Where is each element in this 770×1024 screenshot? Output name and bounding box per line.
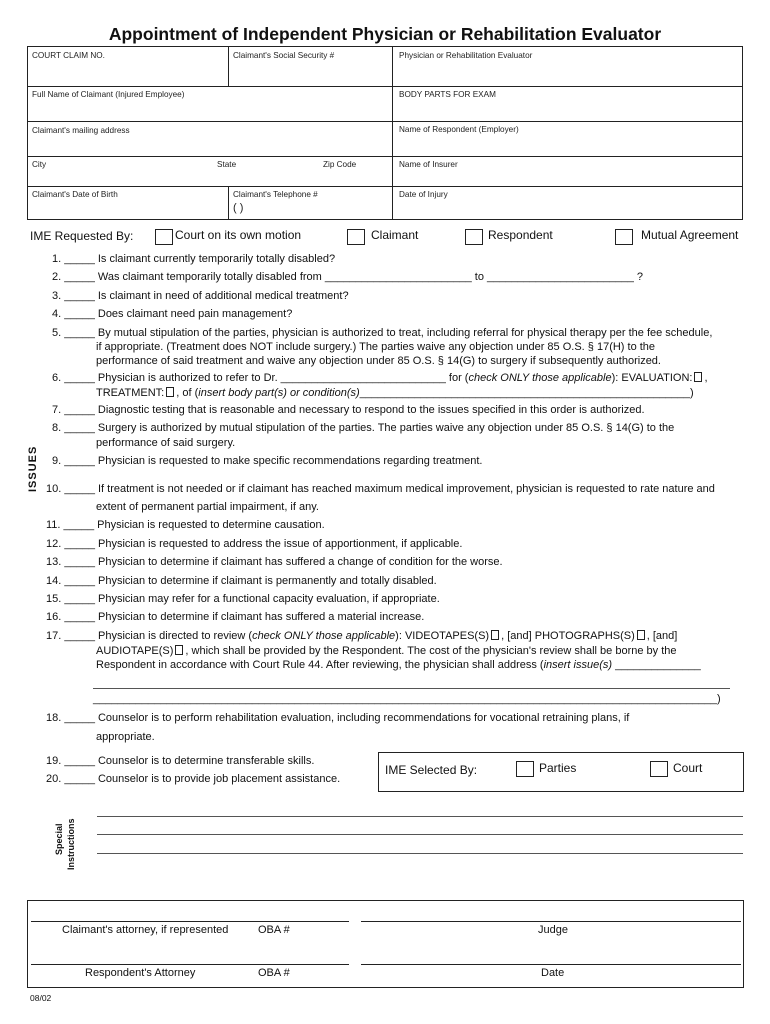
claimant-option-label: Claimant (371, 228, 419, 242)
signature-box (27, 900, 744, 988)
phone-field[interactable] (228, 186, 393, 220)
date-line[interactable] (361, 964, 741, 965)
court-claim-field[interactable] (27, 46, 229, 87)
claimant-attorney-label: Claimant's attorney, if represented (62, 924, 229, 936)
mailing-address-field[interactable] (27, 121, 393, 157)
judge-line[interactable] (361, 921, 741, 922)
claimant-checkbox[interactable] (347, 229, 365, 245)
issue-10-line-2: extent of permanent partial impairment, if any. (96, 501, 319, 513)
form-code: 08/02 (30, 993, 52, 1003)
issue-17-blank-line[interactable] (93, 688, 730, 689)
issue-12: 12. _____ Physician is requested to address the issue of apportionment, if applicable. (46, 538, 463, 550)
issue-3: 3. _____ Is claimant in need of additional medical treatment? (52, 290, 349, 302)
issue-15: 15. _____ Physician may refer for a functional capacity evaluation, if appropriate. (46, 593, 440, 605)
issue-7: 7. _____ Diagnostic testing that is reasonable and necessary to respond to the issues specified in this order is authorized. (52, 404, 645, 416)
issue-6-line-1: 6. _____ Physician is authorized to refer to Dr. ___________________________ for (check ONLY those applicable): EVALUATION: , (52, 372, 708, 384)
issue-2: 2. _____ Was claimant temporarily totally disabled from ________________________ to ________________________ ? (52, 271, 643, 283)
parties-checkbox[interactable] (516, 761, 534, 777)
parties-label: Parties (539, 761, 577, 775)
issue-17-line-2: AUDIOTAPE(S) , which shall be provided by the Respondent. The cost of the physician's review shall be borne by the (96, 645, 677, 657)
court-label: Court (673, 761, 703, 775)
instructions-label: Instructions (66, 818, 76, 870)
issue-5-line-1: 5. _____ By mutual stipulation of the parties, physician is authorized to treat, including referral for physical therapy per the fee schedule, (52, 327, 713, 339)
page-title: Appointment of Independent Physician or Rehabilitation Evaluator (108, 24, 662, 44)
issue-18-line-1: 18. _____ Counselor is to perform rehabilitation evaluation, including recommendations for vocational retraining plans, if (46, 712, 630, 724)
ime-requested-label: IME Requested By: (30, 229, 134, 243)
insurer-field[interactable] (392, 156, 743, 187)
phone-label: Claimant's Telephone # (233, 190, 318, 199)
issue-5-line-3: performance of said treatment and waive any objection under 85 O.S. § 14(G) to surgery if subsequently authorized. (96, 355, 661, 367)
claimant-attorney-line[interactable] (31, 921, 349, 922)
body-parts-label: BODY PARTS FOR EXAM (399, 90, 496, 99)
videotapes-checkbox[interactable] (491, 630, 499, 640)
ime-selected-label: IME Selected By: (385, 763, 478, 777)
special-instructions-line-3[interactable] (97, 853, 743, 854)
injury-date-field[interactable] (392, 186, 743, 220)
respondent-attorney-line[interactable] (31, 964, 349, 965)
phone-parens: ( ) (233, 202, 244, 214)
ssn-field[interactable] (228, 46, 393, 87)
court-claim-label: COURT CLAIM NO. (32, 51, 105, 60)
claimant-name-label: Full Name of Claimant (Injured Employee) (32, 90, 185, 99)
issue-17-line-3: Respondent in accordance with Court Rule 44. After reviewing, the physician shall address (insert issue(s) ______________ (96, 659, 701, 671)
issue-11: 11. _____ Physician is requested to determine causation. (46, 519, 325, 531)
issue-13: 13. _____ Physician to determine if claimant has suffered a change of condition for the worse. (46, 556, 503, 568)
issue-10-line-1: 10. _____ If treatment is not needed or if claimant has reached maximum medical improvement, physician is requested to rate nature and (46, 483, 715, 495)
issue-6-line-2: TREATMENT: , of (insert body part(s) or condition(s)______________________________________________________) (96, 387, 694, 399)
physician-field[interactable] (392, 46, 743, 87)
injury-date-label: Date of Injury (399, 190, 448, 199)
issue-4: 4. _____ Does claimant need pain management? (52, 308, 293, 320)
issue-18-line-2: appropriate. (96, 731, 155, 743)
city-label: City (32, 160, 47, 169)
court-checkbox[interactable] (650, 761, 668, 777)
issue-19: 19. _____ Counselor is to determine transferable skills. (46, 755, 315, 767)
ime-selected-box (378, 752, 744, 792)
court-own-motion-checkbox[interactable] (155, 229, 173, 245)
oba-label-1: OBA # (258, 924, 290, 936)
evaluation-checkbox[interactable] (694, 372, 702, 382)
respondent-attorney-label: Respondent's Attorney (85, 967, 196, 979)
issue-8-line-2: performance of said surgery. (96, 437, 236, 449)
issues-side-label: ISSUES (27, 445, 39, 492)
mutual-agreement-label: Mutual Agreement (641, 228, 739, 242)
issue-8-line-1: 8. _____ Surgery is authorized by mutual stipulation of the parties. The parties waive any objection under 85 O.S. § 14(G) to the (52, 422, 675, 434)
date-label: Date (541, 967, 565, 979)
respondent-field[interactable] (392, 121, 743, 157)
audiotapes-checkbox[interactable] (175, 645, 183, 655)
issue-1: 1. _____ Is claimant currently temporarily totally disabled? (52, 253, 336, 265)
photographs-checkbox[interactable] (637, 630, 645, 640)
respondent-option-label: Respondent (488, 228, 553, 242)
respondent-checkbox[interactable] (465, 229, 483, 245)
issue-16: 16. _____ Physician to determine if claimant has suffered a material increase. (46, 611, 425, 623)
issue-20: 20. _____ Counselor is to provide job placement assistance. (46, 773, 341, 785)
dob-field[interactable] (27, 186, 229, 220)
zip-label: Zip Code (323, 160, 357, 169)
judge-label: Judge (538, 924, 568, 936)
special-instructions-line-1[interactable] (97, 816, 743, 817)
issue-14: 14. _____ Physician to determine if claimant is permanently and totally disabled. (46, 575, 437, 587)
ssn-label: Claimant's Social Security # (233, 51, 335, 60)
issue-17-line-4: ______________________________________________________________________________________________________) (93, 693, 721, 705)
mailing-address-label: Claimant's mailing address (32, 126, 130, 135)
issue-17-line-1: 17. _____ Physician is directed to review (check ONLY those applicable): VIDEOTAPES(S) , [and] PHOTOGRAPHS(S) , [and] (46, 630, 678, 642)
court-own-motion-label: Court on its own motion (175, 228, 302, 242)
special-label: Special (54, 823, 64, 855)
insurer-label: Name of Insurer (399, 160, 458, 169)
special-instructions-line-2[interactable] (97, 834, 743, 835)
physician-label: Physician or Rehabilitation Evaluator (399, 51, 533, 60)
oba-label-2: OBA # (258, 967, 290, 979)
respondent-label: Name of Respondent (Employer) (399, 125, 519, 134)
mutual-agreement-checkbox[interactable] (615, 229, 633, 245)
issue-9: 9. _____ Physician is requested to make specific recommendations regarding treatment. (52, 455, 483, 467)
claimant-name-field[interactable] (27, 86, 393, 122)
city-state-zip-field[interactable] (27, 156, 393, 187)
issue-5-line-2: if appropriate. (Treatment does NOT include surgery.) The parties waive any objection under 85 O.S. § 17(H) to the (96, 341, 656, 353)
state-label: State (217, 160, 237, 169)
treatment-checkbox[interactable] (166, 387, 174, 397)
body-parts-field[interactable] (392, 86, 743, 122)
dob-label: Claimant's Date of Birth (32, 190, 118, 199)
